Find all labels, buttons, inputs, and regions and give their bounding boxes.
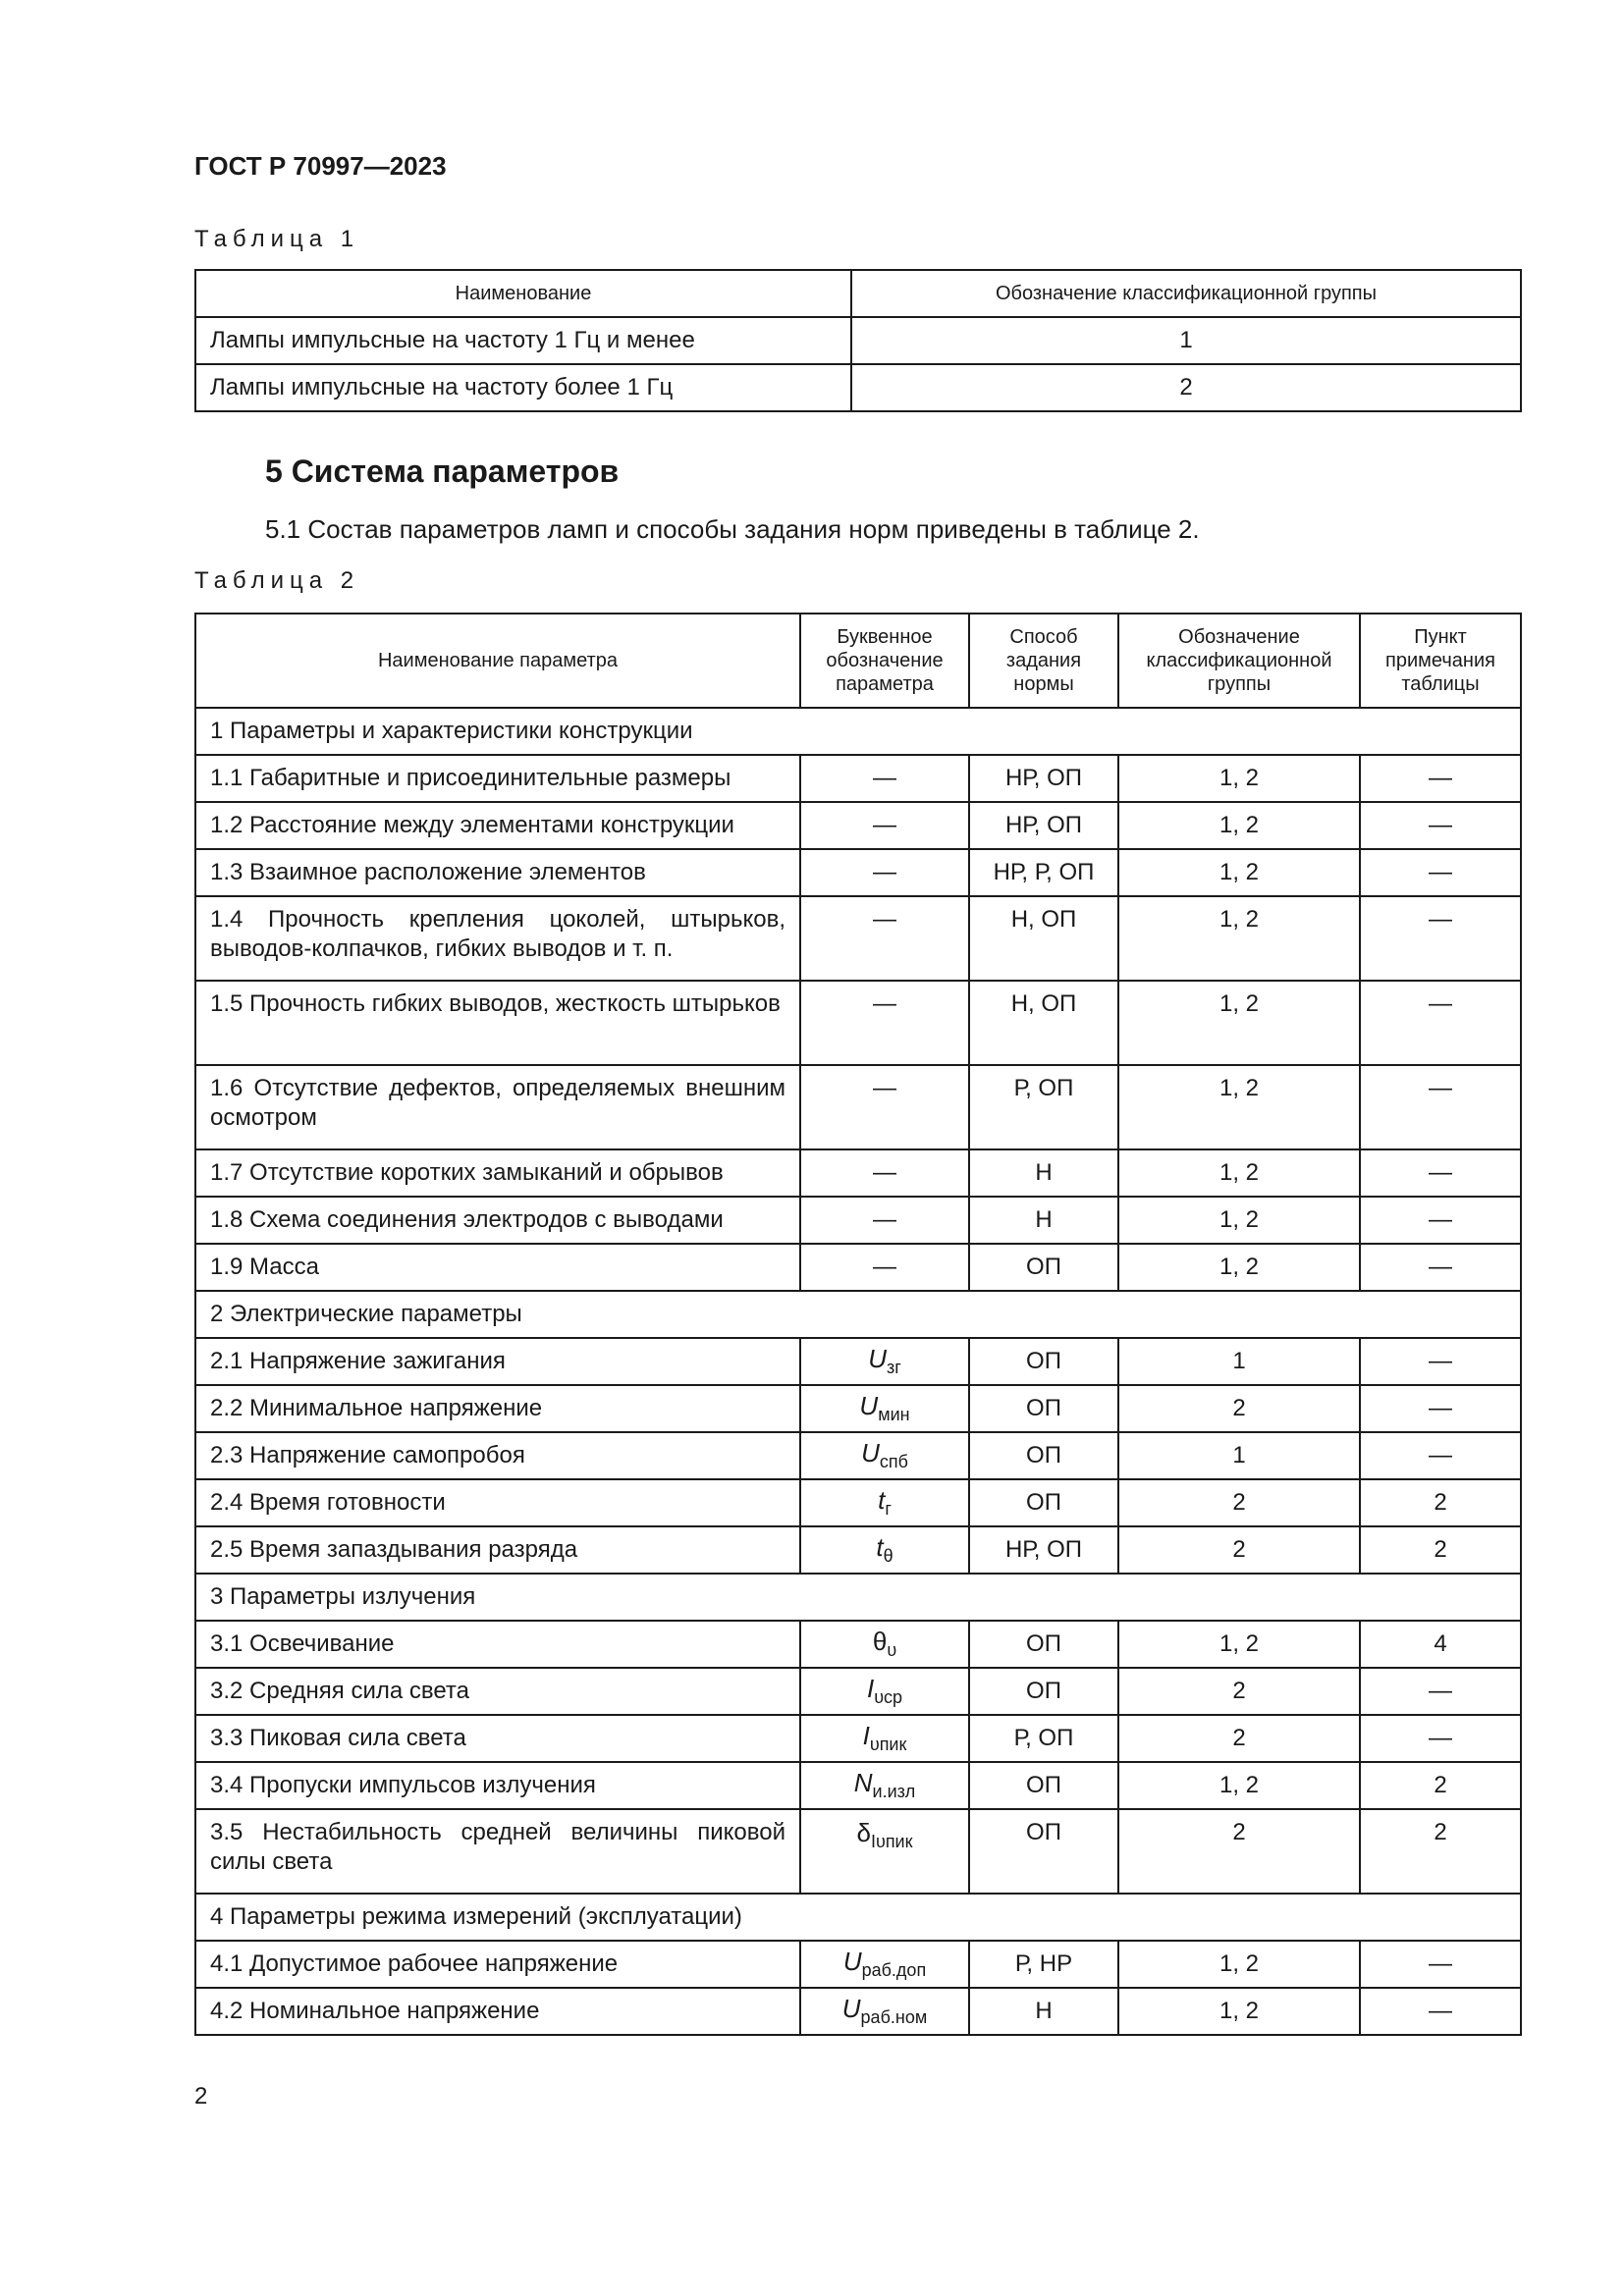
param-name: 1.4 Прочность крепления цоколей, штырьков, выводов-колпачков, гибких выводов и т. п.	[195, 896, 800, 981]
class-group: 1, 2	[1118, 1197, 1360, 1244]
norm-method: Н, ОП	[969, 981, 1118, 1065]
param-symbol: $N_{и.изл}$	[800, 1762, 969, 1809]
param-symbol: $U_{раб.доп}$	[800, 1941, 969, 1988]
norm-method: ОП	[969, 1385, 1118, 1432]
table-row	[195, 1715, 1521, 1762]
norm-method: Р, НР	[969, 1941, 1118, 1988]
norm-method: ОП	[969, 1244, 1118, 1291]
note-ref: —	[1360, 1941, 1521, 1988]
note-ref: —	[1360, 896, 1521, 981]
norm-method: НР, ОП	[969, 802, 1118, 849]
param-symbol: —	[800, 981, 969, 1065]
note-ref: —	[1360, 1432, 1521, 1479]
table-1-header-row	[195, 270, 1521, 317]
table-row	[195, 1526, 1521, 1574]
page-number: 2	[194, 2083, 208, 2109]
table-header-cell: Пункт примечания таблицы	[1360, 614, 1521, 708]
param-symbol: $\delta_{I\upsilon пик}$	[800, 1809, 969, 1894]
note-ref: 2	[1360, 1526, 1521, 1574]
table-row	[195, 981, 1521, 1065]
param-symbol: $t_\theta$	[800, 1526, 969, 1574]
class-group: 1, 2	[1118, 1065, 1360, 1149]
section-cell: 3 Параметры излучения	[195, 1574, 1521, 1621]
note-ref: 4	[1360, 1621, 1521, 1668]
table-row	[195, 1941, 1521, 1988]
param-name: 4.2 Номинальное напряжение	[195, 1988, 800, 2035]
param-name: 3.1 Освечивание	[195, 1621, 800, 1668]
section-row	[195, 1894, 1521, 1941]
norm-method: ОП	[969, 1621, 1118, 1668]
norm-method: Р, ОП	[969, 1065, 1118, 1149]
param-symbol: —	[800, 1065, 969, 1149]
table-row	[195, 1244, 1521, 1291]
table-header-cell: Способ задания нормы	[969, 614, 1118, 708]
norm-method: ОП	[969, 1668, 1118, 1715]
param-name: 3.4 Пропуски импульсов излучения	[195, 1762, 800, 1809]
class-group: 1	[1118, 1338, 1360, 1385]
norm-method: Н	[969, 1149, 1118, 1197]
table-header-cell: Обозначение классификационной группы	[1118, 614, 1360, 708]
norm-method: НР, Р, ОП	[969, 849, 1118, 896]
norm-method: ОП	[969, 1432, 1118, 1479]
note-ref: —	[1360, 1149, 1521, 1197]
param-name: 1.1 Габаритные и присоединительные размеры	[195, 755, 800, 802]
table-row	[195, 1809, 1521, 1894]
section-row	[195, 708, 1521, 755]
table-row	[195, 364, 1521, 411]
section-cell: 4 Параметры режима измерений (эксплуатации)	[195, 1894, 1521, 1941]
table-header-cell: Обозначение классификационной группы	[851, 270, 1521, 317]
table-row	[195, 1197, 1521, 1244]
note-ref: —	[1360, 981, 1521, 1065]
param-symbol: $U_{раб.ном}$	[800, 1988, 969, 2035]
param-name: 1.7 Отсутствие коротких замыканий и обрывов	[195, 1149, 800, 1197]
param-symbol: —	[800, 849, 969, 896]
param-symbol: —	[800, 755, 969, 802]
table-2-caption: Таблица 2	[194, 567, 360, 594]
note-ref: —	[1360, 1988, 1521, 2035]
note-ref: —	[1360, 1715, 1521, 1762]
note-ref: —	[1360, 1065, 1521, 1149]
note-ref: 2	[1360, 1809, 1521, 1894]
norm-method: Р, ОП	[969, 1715, 1118, 1762]
class-group: 1, 2	[1118, 1762, 1360, 1809]
param-name: 3.5 Нестабильность средней величины пиковой силы света	[195, 1809, 800, 1894]
norm-method: ОП	[969, 1338, 1118, 1385]
param-symbol: $\theta_\upsilon$	[800, 1621, 969, 1668]
table-row	[195, 1479, 1521, 1526]
table-row	[195, 1149, 1521, 1197]
class-group: 1, 2	[1118, 802, 1360, 849]
table-cell: Лампы импульсные на частоту более 1 Гц	[195, 364, 851, 411]
class-group: 1, 2	[1118, 1149, 1360, 1197]
class-group: 1	[1118, 1432, 1360, 1479]
param-name: 2.5 Время запаздывания разряда	[195, 1526, 800, 1574]
param-name: 3.2 Средняя сила света	[195, 1668, 800, 1715]
note-ref: —	[1360, 755, 1521, 802]
param-name: 1.8 Схема соединения электродов с выводами	[195, 1197, 800, 1244]
table-row	[195, 755, 1521, 802]
table-cell: 2	[851, 364, 1521, 411]
note-ref: —	[1360, 1197, 1521, 1244]
table-row	[195, 1338, 1521, 1385]
note-ref: —	[1360, 1668, 1521, 1715]
note-ref: —	[1360, 802, 1521, 849]
note-ref: —	[1360, 1338, 1521, 1385]
table-row	[195, 317, 1521, 364]
class-group: 1, 2	[1118, 1244, 1360, 1291]
table-row	[195, 1385, 1521, 1432]
class-group: 2	[1118, 1715, 1360, 1762]
norm-method: ОП	[969, 1762, 1118, 1809]
norm-method: ОП	[969, 1479, 1118, 1526]
class-group: 2	[1118, 1385, 1360, 1432]
section-row	[195, 1574, 1521, 1621]
param-name: 1.3 Взаимное расположение элементов	[195, 849, 800, 896]
table-2-header-row	[195, 614, 1521, 708]
param-symbol: $U_{зг}$	[800, 1338, 969, 1385]
class-group: 2	[1118, 1479, 1360, 1526]
param-name: 2.3 Напряжение самопробоя	[195, 1432, 800, 1479]
param-name: 1.5 Прочность гибких выводов, жесткость штырьков	[195, 981, 800, 1065]
table-cell: 1	[851, 317, 1521, 364]
note-ref: —	[1360, 849, 1521, 896]
param-name: 1.6 Отсутствие дефектов, определяемых внешним осмотром	[195, 1065, 800, 1149]
norm-method: ОП	[969, 1809, 1118, 1894]
section-title: 5 Система параметров	[265, 454, 620, 489]
param-symbol: $U_{мин}$	[800, 1385, 969, 1432]
table-row	[195, 896, 1521, 981]
norm-method: НР, ОП	[969, 1526, 1118, 1574]
class-group: 1, 2	[1118, 1621, 1360, 1668]
param-name: 3.3 Пиковая сила света	[195, 1715, 800, 1762]
param-name: 1.9 Масса	[195, 1244, 800, 1291]
note-ref: 2	[1360, 1762, 1521, 1809]
class-group: 1, 2	[1118, 1941, 1360, 1988]
table-row	[195, 1668, 1521, 1715]
table-row	[195, 802, 1521, 849]
note-ref: —	[1360, 1244, 1521, 1291]
class-group: 1, 2	[1118, 896, 1360, 981]
table-row	[195, 849, 1521, 896]
param-symbol: —	[800, 1197, 969, 1244]
class-group: 1, 2	[1118, 1988, 1360, 2035]
document-header: ГОСТ Р 70997—2023	[194, 151, 447, 181]
class-group: 1, 2	[1118, 755, 1360, 802]
norm-method: Н	[969, 1197, 1118, 1244]
table-1-caption: Таблица 1	[194, 226, 360, 252]
param-symbol: —	[800, 896, 969, 981]
table-row	[195, 1065, 1521, 1149]
table-header-cell: Буквенное обозначение параметра	[800, 614, 969, 708]
table-2	[194, 613, 1522, 2036]
param-symbol: $U_{спб}$	[800, 1432, 969, 1479]
class-group: 1, 2	[1118, 981, 1360, 1065]
note-ref: 2	[1360, 1479, 1521, 1526]
param-symbol: $t_г$	[800, 1479, 969, 1526]
paragraph: 5.1 Состав параметров ламп и способы задания норм приведены в таблице 2.	[265, 514, 1200, 544]
param-symbol: —	[800, 1244, 969, 1291]
param-name: 2.4 Время готовности	[195, 1479, 800, 1526]
section-cell: 1 Параметры и характеристики конструкции	[195, 708, 1521, 755]
table-1	[194, 269, 1522, 412]
class-group: 1, 2	[1118, 849, 1360, 896]
table-row	[195, 1988, 1521, 2035]
note-ref: —	[1360, 1385, 1521, 1432]
section-row	[195, 1291, 1521, 1338]
table-row	[195, 1621, 1521, 1668]
class-group: 2	[1118, 1668, 1360, 1715]
param-name: 2.2 Минимальное напряжение	[195, 1385, 800, 1432]
param-name: 2.1 Напряжение зажигания	[195, 1338, 800, 1385]
table-header-cell: Наименование параметра	[195, 614, 800, 708]
table-cell: Лампы импульсные на частоту 1 Гц и менее	[195, 317, 851, 364]
param-name: 1.2 Расстояние между элементами конструкции	[195, 802, 800, 849]
param-symbol: $I_{\upsilon пик}$	[800, 1715, 969, 1762]
table-row	[195, 1762, 1521, 1809]
param-symbol: —	[800, 802, 969, 849]
norm-method: НР, ОП	[969, 755, 1118, 802]
class-group: 2	[1118, 1526, 1360, 1574]
param-symbol: —	[800, 1149, 969, 1197]
table-header-cell: Наименование	[195, 270, 851, 317]
param-symbol: $I_{\upsilon ср}$	[800, 1668, 969, 1715]
section-cell: 2 Электрические параметры	[195, 1291, 1521, 1338]
table-row	[195, 1432, 1521, 1479]
norm-method: Н, ОП	[969, 896, 1118, 981]
param-name: 4.1 Допустимое рабочее напряжение	[195, 1941, 800, 1988]
class-group: 2	[1118, 1809, 1360, 1894]
norm-method: Н	[969, 1988, 1118, 2035]
